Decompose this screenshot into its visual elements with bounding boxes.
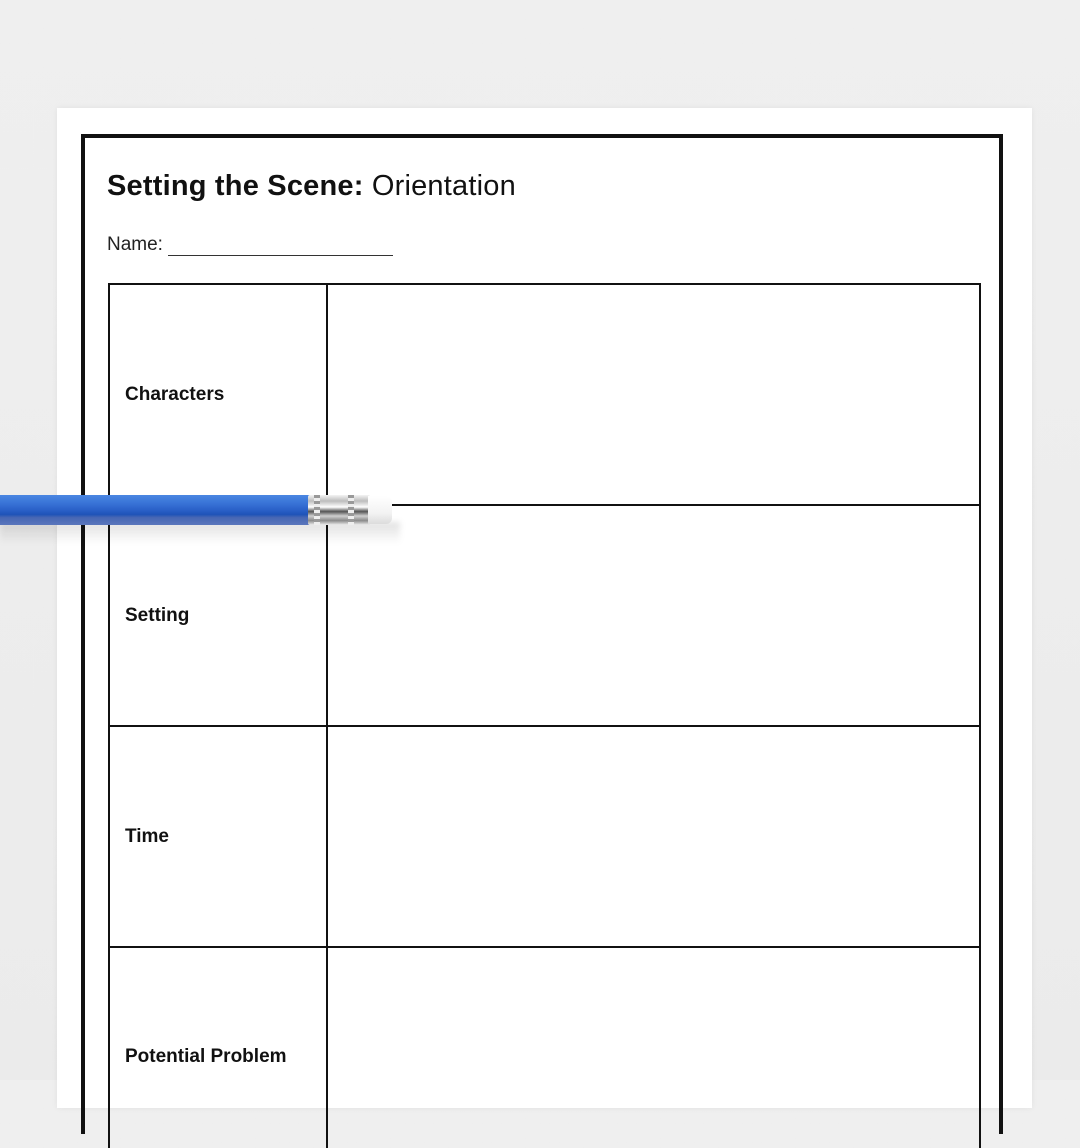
name-field-row <box>107 234 393 256</box>
pencil-shadow <box>0 522 400 544</box>
title-regular: Orientation <box>363 170 516 202</box>
answer-cell-time[interactable] <box>328 727 979 946</box>
answer-cell-potential-problem[interactable] <box>328 948 979 1148</box>
worksheet-page <box>57 108 1032 1108</box>
name-input-line[interactable] <box>168 237 393 256</box>
pencil-body <box>0 495 310 525</box>
table-row <box>110 727 979 948</box>
name-label: Name: <box>107 234 163 255</box>
ferrule-band <box>314 495 320 525</box>
pencil-eraser <box>368 496 392 524</box>
table-row <box>110 948 979 1148</box>
pencil-ferrule <box>308 495 370 525</box>
answer-cell-setting[interactable] <box>328 506 979 725</box>
ferrule-band <box>348 495 354 525</box>
row-label: Characters <box>110 285 328 504</box>
worksheet-title <box>107 170 516 203</box>
pencil-icon <box>0 495 392 525</box>
table-row <box>110 285 979 506</box>
row-label: Time <box>110 727 328 946</box>
answer-cell-characters[interactable] <box>328 285 979 504</box>
row-label: Potential Problem <box>110 948 328 1148</box>
orientation-table <box>108 283 981 1148</box>
row-label: Setting <box>110 506 328 725</box>
title-bold: Setting the Scene: <box>107 170 364 202</box>
